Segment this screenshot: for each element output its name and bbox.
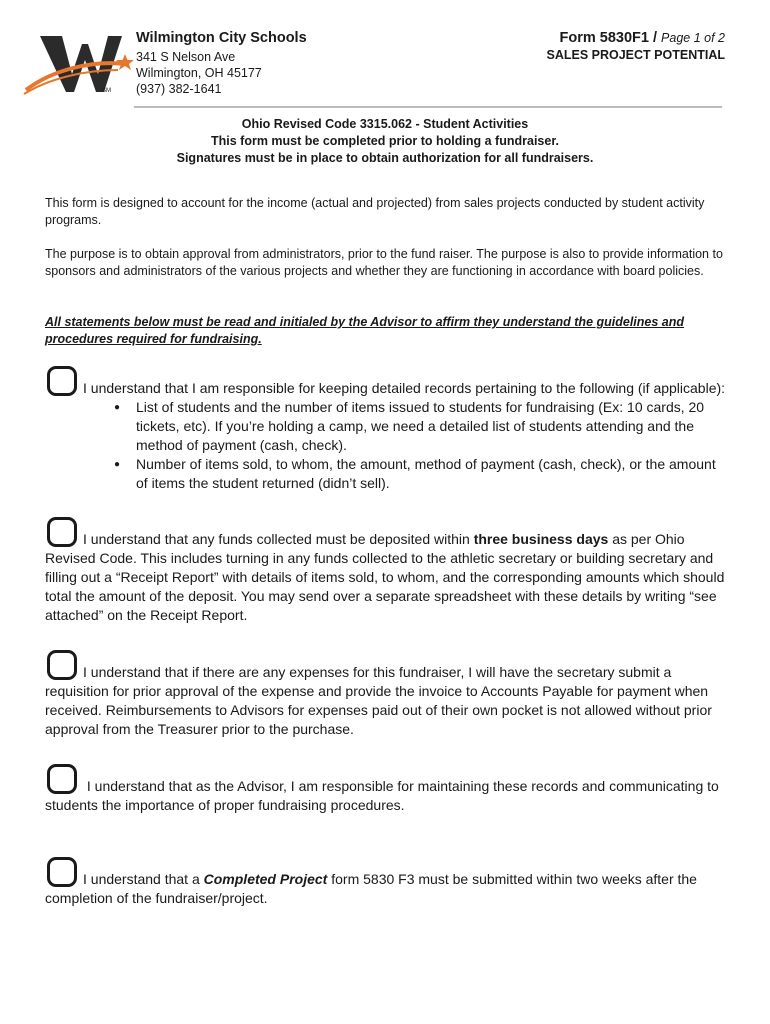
notice-line-1: Ohio Revised Code 3315.062 - Student Activities xyxy=(241,117,529,131)
item-2-text-post: as per Ohio Revised Code. This includes turning in any funds collected to the athletic secretary or building secretary and filling out a “Receipt Report” with details of items sold, to whom, and the corresponding amounts which should total the amount of the deposit. You may send over a separate spreadsheet with these details by writing “see attached” on the Receipt Report. xyxy=(45,531,725,623)
phone-number: (937) 382-1641 xyxy=(136,82,222,96)
intro-paragraph-2: The purpose is to obtain approval from administrators, prior to the fund raiser. The purpose is also to provide information to sponsors and administrators of the various projects and whether they are functioning in accordance with board policies. xyxy=(45,247,723,278)
item-1-bullets xyxy=(45,398,730,493)
initial-checkbox-3[interactable] xyxy=(47,650,77,680)
initial-checkbox-1[interactable] xyxy=(47,366,77,396)
initial-checkbox-4[interactable] xyxy=(47,764,77,794)
item-1-text: I understand that I am responsible for keeping detailed records pertaining to the following (if applicable): xyxy=(83,380,726,396)
wilmington-w-logo-icon xyxy=(22,30,134,98)
form-number-label: Form 5830F1 / xyxy=(559,30,658,46)
page-indicator: Page 1 of 2 xyxy=(661,31,725,45)
notice-block xyxy=(0,116,770,167)
initial-checkbox-2[interactable] xyxy=(47,517,77,547)
acknowledgement-item-4 xyxy=(45,764,730,815)
item-5-text-post: form 5830 F3 must be submitted within two weeks after the completion of the fundraiser/project. xyxy=(45,871,697,906)
acknowledgement-item-3 xyxy=(45,650,730,739)
notice-line-2: This form must be completed prior to holding a fundraiser. xyxy=(211,134,559,148)
item-3-text: I understand that if there are any expenses for this fundraiser, I will have the secretary submit a requisition for prior approval of the expense and provide the invoice to Accounts Payable for payment when received. Reimbursements to Advisors for expenses paid out of their own pocket is not allowed without prior approval from the Treasurer prior to the purchase. xyxy=(45,664,712,737)
header-divider xyxy=(134,106,722,108)
logo-service-mark: SM xyxy=(102,88,111,94)
bullet-item: ● Number of items sold, to whom, the amount, method of payment (cash, check), or the amount of items the student returned (didn’t sell). xyxy=(136,455,730,493)
intro-paragraph-1: This form is designed to account for the income (actual and projected) from sales projects conducted by student activity programs. xyxy=(45,196,705,227)
form-title: SALES PROJECT POTENTIAL xyxy=(546,48,725,62)
form-number xyxy=(560,30,726,46)
address-line-1: 341 S Nelson Ave xyxy=(136,50,236,64)
address-line-2: Wilmington, OH 45177 xyxy=(136,66,262,80)
bullet-item: ● List of students and the number of items issued to students for fundraising (Ex: 10 cards, 20 tickets, etc). If you’re holding a camp, we need a detailed list of students attending and the method of payment (cash, check). xyxy=(136,398,730,455)
org-name: Wilmington City Schools xyxy=(136,30,307,46)
item-2-text-bold: three business days xyxy=(473,531,609,547)
item-5-text-emphasis: Completed Project xyxy=(203,871,328,887)
school-logo xyxy=(22,30,134,98)
item-2-text-pre: I understand that any funds collected must be deposited within xyxy=(83,531,474,547)
acknowledgement-item-1 xyxy=(45,366,730,493)
initial-checkbox-5[interactable] xyxy=(47,857,77,887)
advisor-statement: All statements below must be read and initialed by the Advisor to affirm they understand the guidelines and procedures required for fundraising. xyxy=(45,315,685,346)
acknowledgement-item-2 xyxy=(45,517,730,625)
acknowledgement-item-5 xyxy=(45,857,730,908)
item-4-text: I understand that as the Advisor, I am responsible for maintaining these records and communicating to students the importance of proper fundraising procedures. xyxy=(45,778,719,813)
notice-line-3: Signatures must be in place to obtain authorization for all fundraisers. xyxy=(176,151,594,165)
item-5-text-pre: I understand that a xyxy=(83,871,204,887)
